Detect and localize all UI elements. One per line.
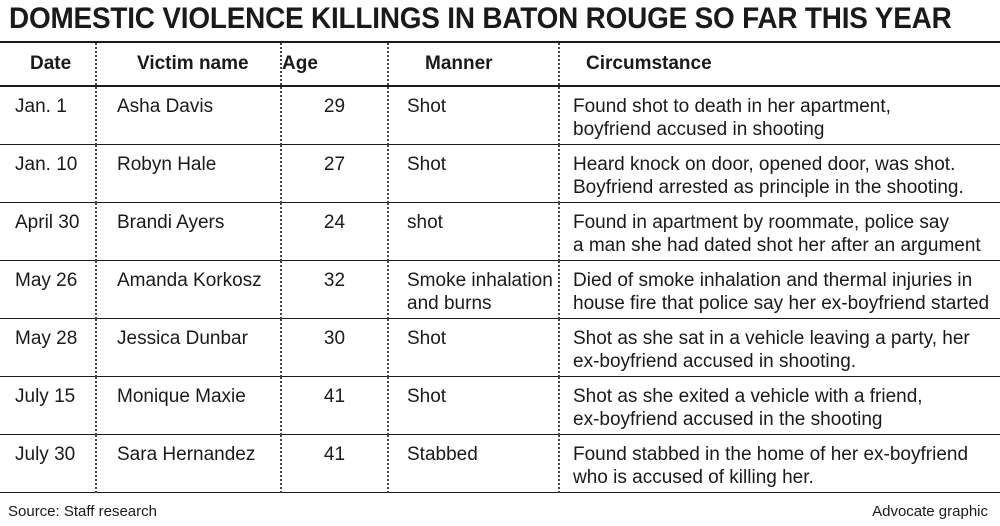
- cell-circumstance-line: who is accused of killing her.: [573, 467, 814, 488]
- cell-circumstance: [559, 145, 1000, 203]
- cell-victim-name-line: Amanda Korkosz: [117, 270, 262, 291]
- cell-age-line: 41: [323, 386, 346, 407]
- cell-age-line: 24: [323, 212, 346, 233]
- cell-age-line: 27: [323, 154, 346, 175]
- cell-circumstance-line: Found in apartment by roommate, police say: [573, 212, 949, 233]
- cell-age: [281, 145, 388, 203]
- killings-table: [0, 43, 1000, 493]
- cell-circumstance-line: house fire that police say her ex-boyfriend started: [573, 293, 990, 314]
- table-row: [0, 203, 1000, 261]
- cell-date-line: July 15: [15, 386, 76, 407]
- cell-circumstance-line: Found stabbed in the home of her ex-boyfriend: [573, 444, 969, 465]
- cell-victim-name: [96, 319, 281, 377]
- cell-date: [0, 145, 96, 203]
- cell-circumstance: [559, 377, 1000, 435]
- cell-circumstance-line: Died of smoke inhalation and thermal injuries in: [573, 270, 973, 291]
- cell-manner-line: and burns: [407, 293, 492, 314]
- graphic-credit: Advocate graphic: [872, 503, 988, 520]
- cell-victim-name-line: Monique Maxie: [117, 386, 246, 407]
- cell-victim-name: [96, 145, 281, 203]
- cell-circumstance: [559, 203, 1000, 261]
- cell-circumstance-line: Found shot to death in her apartment,: [573, 96, 891, 117]
- table-row: [0, 261, 1000, 319]
- cell-date: [0, 319, 96, 377]
- header-age: Age: [281, 43, 388, 86]
- cell-victim-name: [96, 261, 281, 319]
- cell-manner-line: Stabbed: [407, 444, 478, 465]
- table-row: [0, 377, 1000, 435]
- cell-manner-line: shot: [407, 212, 443, 233]
- cell-manner: [388, 86, 559, 145]
- cell-victim-name: [96, 203, 281, 261]
- cell-circumstance-line: Shot as she exited a vehicle with a friend,: [573, 386, 923, 407]
- cell-circumstance: [559, 261, 1000, 319]
- cell-date-line: April 30: [15, 212, 80, 233]
- cell-date: [0, 203, 96, 261]
- page-title: DOMESTIC VIOLENCE KILLINGS IN BATON ROUGE SO FAR THIS YEAR: [9, 2, 952, 35]
- cell-manner-line: Shot: [407, 328, 447, 349]
- header-circumstance: Circumstance: [559, 43, 1000, 86]
- cell-age: [281, 203, 388, 261]
- cell-manner-line: Smoke inhalation: [407, 270, 553, 291]
- cell-manner-line: Shot: [407, 96, 447, 117]
- cell-date-line: Jan. 10: [15, 154, 78, 175]
- cell-date: [0, 86, 96, 145]
- cell-manner: [388, 377, 559, 435]
- header-victim-name: Victim name: [96, 43, 281, 86]
- cell-circumstance-line: ex-boyfriend accused in the shooting: [573, 409, 883, 430]
- cell-victim-name-line: Robyn Hale: [117, 154, 217, 175]
- source-note: Source: Staff research: [8, 503, 157, 520]
- cell-age: [281, 377, 388, 435]
- cell-victim-name: [96, 86, 281, 145]
- cell-circumstance-line: Shot as she sat in a vehicle leaving a party, her: [573, 328, 970, 349]
- header-manner: Manner: [388, 43, 559, 86]
- header-row: [0, 43, 1000, 86]
- table-row: [0, 319, 1000, 377]
- cell-date: [0, 435, 96, 493]
- cell-manner: [388, 261, 559, 319]
- cell-age: [281, 86, 388, 145]
- cell-victim-name-line: Jessica Dunbar: [117, 328, 248, 349]
- cell-circumstance: [559, 86, 1000, 145]
- cell-circumstance: [559, 319, 1000, 377]
- cell-manner-line: Shot: [407, 386, 447, 407]
- cell-victim-name: [96, 435, 281, 493]
- cell-circumstance-line: Boyfriend arrested as principle in the shooting.: [573, 177, 964, 198]
- cell-age-line: 32: [323, 270, 346, 291]
- cell-circumstance-line: a man she had dated shot her after an argument: [573, 235, 981, 256]
- cell-manner-line: Shot: [407, 154, 447, 175]
- cell-manner: [388, 435, 559, 493]
- table-header: [0, 43, 1000, 86]
- table-row: [0, 145, 1000, 203]
- cell-age: [281, 435, 388, 493]
- cell-manner: [388, 145, 559, 203]
- cell-age: [281, 261, 388, 319]
- cell-date-line: July 30: [15, 444, 76, 465]
- cell-victim-name-line: Brandi Ayers: [117, 212, 225, 233]
- cell-date: [0, 377, 96, 435]
- cell-date-line: Jan. 1: [15, 96, 67, 117]
- cell-date: [0, 261, 96, 319]
- cell-circumstance: [559, 435, 1000, 493]
- cell-victim-name-line: Asha Davis: [117, 96, 214, 117]
- cell-manner: [388, 203, 559, 261]
- table-row: [0, 86, 1000, 145]
- cell-age: [281, 319, 388, 377]
- cell-circumstance-line: Heard knock on door, opened door, was shot.: [573, 154, 956, 175]
- cell-date-line: May 26: [15, 270, 78, 291]
- table-body: [0, 86, 1000, 493]
- header-date: Date: [0, 43, 96, 86]
- cell-circumstance-line: boyfriend accused in shooting: [573, 119, 825, 140]
- cell-age-line: 29: [323, 96, 346, 117]
- cell-victim-name: [96, 377, 281, 435]
- cell-age-line: 30: [323, 328, 346, 349]
- cell-date-line: May 28: [15, 328, 78, 349]
- cell-circumstance-line: ex-boyfriend accused in shooting.: [573, 351, 857, 372]
- cell-manner: [388, 319, 559, 377]
- cell-victim-name-line: Sara Hernandez: [117, 444, 256, 465]
- cell-age-line: 41: [323, 444, 346, 465]
- table-row: [0, 435, 1000, 493]
